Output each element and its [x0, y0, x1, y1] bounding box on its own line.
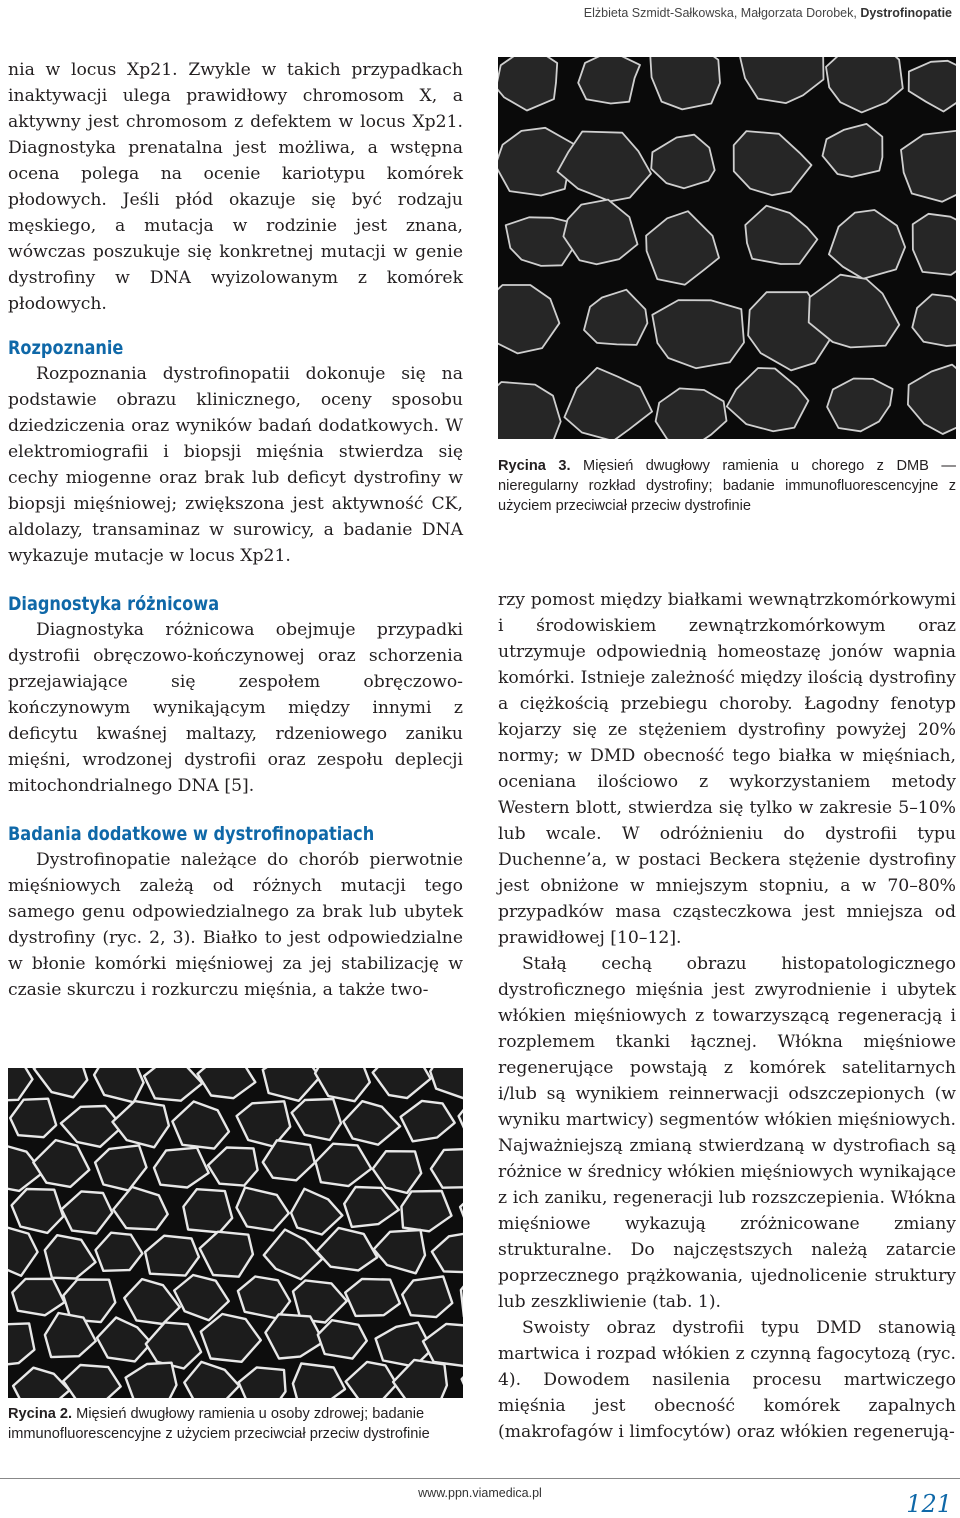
badania-text: Dystrofinopatie należące do chorób pierwotnie mięśniowych zależą od różnych mutacji tego samego genu odpowiedzialnego za brak lub ubytek dystrofiny (ryc. 2, 3). Białko to jest odpowiedzialne w błonie komórki mięśniowej za jej stabilizację w czasie skurczu i rozkurczu mięśnia, a także two- [8, 850, 463, 1000]
figure-3-image [498, 57, 956, 439]
figure-3-caption-text: Mięsień dwugłowy ramienia u chorego z DMB — nieregularny rozkład dystrofiny; badanie immunofluorescencyjne z użyciem przeciwciał przeciw dystrofinie [498, 458, 956, 514]
muscle-fiber-outline [578, 57, 640, 104]
figure-2-label: Rycina 2. [8, 1406, 73, 1422]
footer-rule [0, 1478, 960, 1479]
rozpoznanie-text: Rozpoznania dystrofinopatii dokonuje się na podstawie obrazu klinicznego, oceny sposobu dziedziczenia oraz wyników badań dodatkowych. W elektromiografii i biopsji mięśnia stwierdza się cechy miogenne oraz brak lub deficyt dystrofiny w biopsji mięśniowej; zwiększona jest aktywność CK, aldolazy, transaminaz w surowicy, a badanie DNA wykazuje mutacje w locus Xp21. [8, 364, 463, 566]
right-paragraph-3: Swoisty obraz dystrofii typu DMD stanowią martwica i rozpad włókien z czynną fagocytozą (ryc. 4). Dowodem nasilenia procesu martwiczego mięśnia jest obecność komórek zapalnych (makrofagów i limfocytów) oraz włókien regenerują- [498, 1318, 956, 1442]
figure-2-image [8, 1068, 463, 1398]
footer-url: www.ppn.viamedica.pl [418, 1486, 542, 1500]
intro-paragraph: nia w locus Xp21. Zwykle w takich przypadkach inaktywacji ulega prawidłowy chromosom X, a aktywny jest chromosom z defektem w locus Xp21. Diagnostyka prenatalna jest możliwa, a wstępna ocena polega na ocenie kariotypu komórek płodowych. Jeśli płód okazuje się być rodzaju męskiego, a mutacja w rodzinie jest znana, wówczas poszukuje się konkretnej mutacji w genie dystrofiny w DNA wyizolowanym z komórek płodowych. [8, 60, 463, 314]
right-column-text [498, 587, 956, 1445]
muscle-fiber-outline [913, 214, 956, 275]
page-number: 121 [906, 1490, 952, 1518]
figure-2-caption [8, 1404, 468, 1444]
dmb-muscle-micrograph [498, 57, 956, 439]
figure-2-caption-text: Mięsień dwugłowy ramienia u osoby zdrowej; badanie immunofluorescencyjne z użyciem przeciwciał przeciw dystrofinie [8, 1406, 430, 1442]
roznicowa-paragraph [8, 617, 463, 799]
figure-3-label: Rycina 3. [498, 458, 571, 474]
heading-badania-dodatkowe: Badania dodatkowe w dystrofinopatiach [8, 823, 375, 845]
heading-rozpoznanie: Rozpoznanie [8, 337, 124, 359]
right-paragraph-1: rzy pomost między białkami wewnątrzkomórkowymi i środowiskiem zewnątrzkomórkowym oraz utrzymuje odpowiednią homeostazę jonów wapnia komórki. Istnieje zależność między ilością dystrofiny a ciężkością przebiegu choroby. Łagodny fenotyp kojarzy się ze stężeniem dystrofiny powyżej 20% normy; w DMD obecność tego białka w mięśniach, oceniana ilościowo z wykorzystaniem metody Western blott, stwierdza się tylko w zakresie 5–10% lub wcale. W odróżnieniu do dystrofii typu Duchenne’a, w postaci Beckera stężenie dystrofiny jest obniżone w mniejszym stopniu, a w 70–80% przypadków masa cząsteczkowa jest mniejsza od prawidłowej [10–12]. [498, 590, 956, 948]
rozpoznanie-paragraph [8, 361, 463, 569]
header-title: Dystrofinopatie [860, 6, 952, 20]
running-header [584, 6, 952, 20]
healthy-muscle-micrograph [8, 1068, 463, 1398]
muscle-fiber-outline [183, 1189, 232, 1232]
figure-3-caption [498, 456, 956, 516]
badania-paragraph [8, 847, 463, 1003]
header-authors: Elżbieta Szmidt-Sałkowska, Małgorzata Dorobek, [583, 6, 857, 20]
right-paragraph-2: Stałą cechą obrazu histopatologicznego dystroficznego mięśnia jest zwyrodnienie i ubytek włókien mięśniowych z towarzyszącą regeneracją i rozplemem tkanki łącznej. Włókna mięśniowe regenerujące powstają z komórek satelitarnych i/lub są wynikiem reinnerwacji odszczepionych (w wyniku martwicy) segmentów włókien mięśniowych. Najważniejszą zmianą stwierdzaną w dystrofiach są różnice w średnicy włókien mięśniowych wynikające z ich zaniku, regeneracji lub rozszczepienia. Włókna mięśniowe wykazują zróżnicowane zmiany strukturalne. Do najczęstszych należą zatarcie poprzecznego prążkowania, ujednolicenie struktury lub zeszkliwienie (tab. 1). [498, 954, 956, 1312]
muscle-fiber-outline [345, 1279, 400, 1316]
muscle-fiber-outline [650, 57, 720, 109]
roznicowa-text: Diagnostyka różnicowa obejmuje przypadki dystrofii obręczowo-kończynowej oraz schorzenia przejawiające się zespołem obręczowo-kończynowym wynikającym między innymi z deficytu kwaśnej maltazy, rdzeniowego zaniku mięśni, wrodzonej dystrofii oraz zespołu deplecji mitochondrialnego DNA [5]. [8, 620, 463, 796]
left-column [8, 57, 463, 1003]
heading-diagnostyka-roznicowa: Diagnostyka różnicowa [8, 593, 220, 615]
